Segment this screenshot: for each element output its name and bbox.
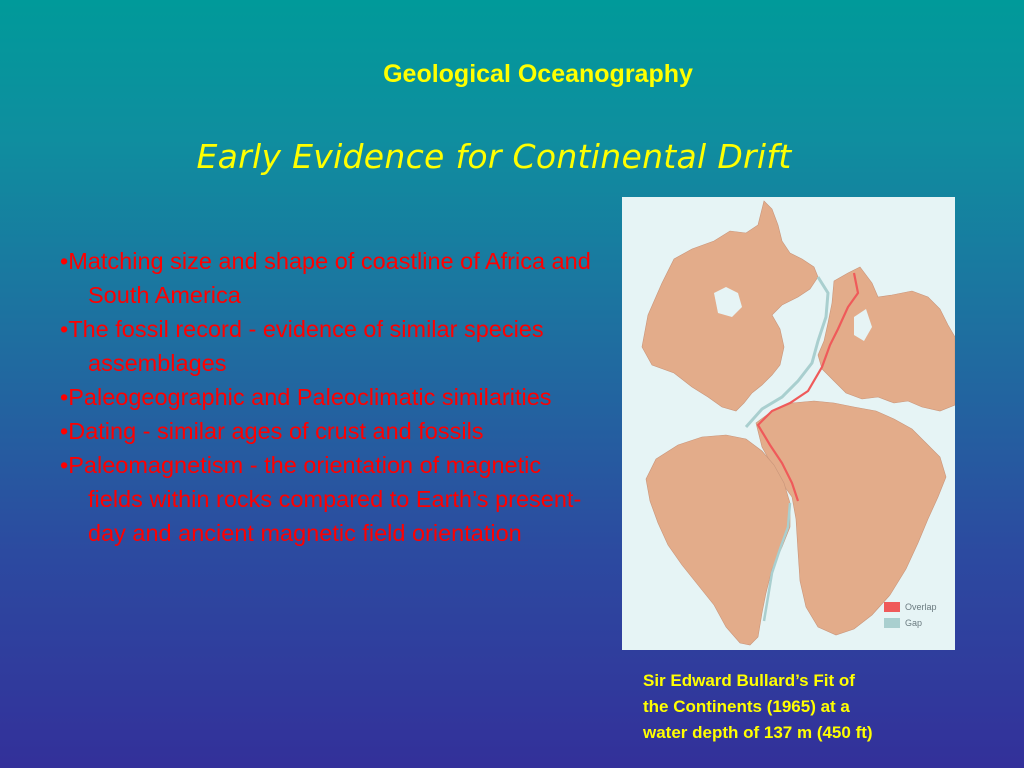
caption-line-1: Sir Edward Bullard’s Fit of: [643, 671, 855, 690]
map-caption: [643, 668, 963, 746]
continental-fit-map: [622, 197, 955, 650]
legend-overlap-label: Overlap: [905, 602, 937, 612]
caption-line-3: water depth of 137 m (450 ft): [643, 723, 873, 742]
caption-line-2: the Continents (1965) at a: [643, 697, 850, 716]
legend-gap-label: Gap: [905, 618, 923, 628]
bullet-paleomagnetism: •Paleomagnetism - the orientation of magnetic fields within rocks compared to Earth’s present-day and ancient magnetic field orientation: [60, 452, 582, 546]
south-america-landmass: [646, 435, 790, 645]
legend-gap: [884, 618, 922, 628]
bullet-paleogeographic: •Paleogeographic and Paleoclimatic similarities: [60, 384, 552, 410]
overlap-swatch: [884, 602, 900, 612]
bullet-list: [60, 244, 600, 550]
slide-subtitle: Early Evidence for Continental Drift: [196, 137, 792, 176]
bullet-coastline-match: •Matching size and shape of coastline of Africa and South America: [60, 248, 591, 308]
bullet-fossil-record: •The fossil record - evidence of similar species assemblages: [60, 316, 544, 376]
eurasia-landmass: [818, 267, 955, 411]
gap-swatch: [884, 618, 900, 628]
header-title: Geological Oceanography: [383, 60, 693, 88]
continents-map-graphic: [622, 197, 955, 650]
bullet-dating: •Dating - similar ages of crust and fossils: [60, 418, 484, 444]
legend-overlap: [884, 602, 937, 612]
